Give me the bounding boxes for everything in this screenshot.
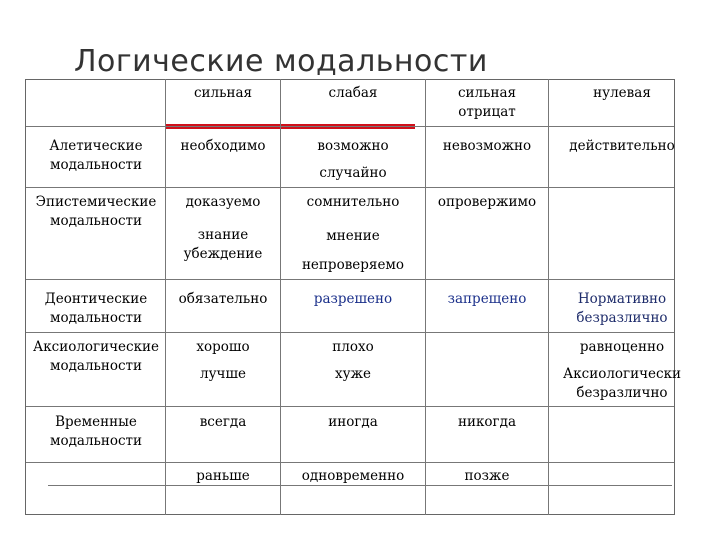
row-divider-3	[26, 332, 674, 333]
cell-epistemic-weak: сомнительно	[306, 194, 400, 210]
row-label-deontic: Деонтические модальности	[44, 291, 148, 326]
column-divider-2	[280, 79, 281, 515]
cell-axiological-weak-extra: хуже	[335, 366, 371, 382]
header-strong-negative: сильная отрицат	[457, 85, 517, 120]
cell-deontic-strong: обязательно	[178, 291, 268, 307]
cell-alethic-zero: действительно	[569, 138, 675, 154]
row-divider-1	[26, 187, 674, 188]
cell-alethic-negative: невозможно	[442, 138, 532, 154]
cell-axiological-weak: плохо	[332, 339, 374, 355]
cell-axiological-zero: равноценно	[579, 339, 665, 355]
cell-epistemic-weak-extra2: непроверяемо	[301, 257, 405, 273]
row-divider-4	[26, 406, 674, 407]
row-label-axiological: Аксиологические модальности	[32, 339, 160, 374]
cell-deontic-zero: Нормативно безразлично	[576, 291, 668, 326]
cell-axiological-strong: хорошо	[196, 339, 250, 355]
column-divider-1	[165, 79, 166, 515]
header-zero: нулевая	[593, 85, 651, 101]
row-label-temporal: Временные модальности	[49, 414, 143, 449]
cell-axiological-zero-extra: Аксиологически безразлично	[562, 366, 682, 401]
row-label-alethic: Алетические модальности	[49, 138, 143, 173]
cell-temporal-strong: всегда	[199, 414, 247, 430]
header-divider	[26, 126, 674, 127]
slide-title: Логические модальности	[74, 44, 488, 79]
cell-deontic-negative: запрещено	[447, 291, 527, 307]
cell-alethic-weak-extra: случайно	[319, 165, 387, 181]
cell-axiological-strong-extra: лучше	[200, 366, 246, 382]
header-weak: слабая	[328, 85, 378, 101]
cell-alethic-strong: необходимо	[180, 138, 266, 154]
cell-temporal-negative-extra: позже	[464, 468, 510, 484]
cell-epistemic-negative: опровержимо	[437, 194, 537, 210]
header-strong: сильная	[193, 85, 253, 101]
cell-temporal-weak-extra: одновременно	[301, 468, 405, 484]
cell-epistemic-strong-extra: знание убеждение	[183, 227, 263, 262]
column-divider-3	[425, 79, 426, 515]
cell-temporal-weak: иногда	[328, 414, 378, 430]
column-divider-4	[548, 79, 549, 515]
cell-epistemic-weak-extra: мнение	[326, 228, 380, 244]
row-divider-5	[26, 462, 674, 463]
row-divider-2	[26, 279, 674, 280]
cell-epistemic-strong: доказуемо	[185, 194, 261, 210]
cell-temporal-negative: никогда	[458, 414, 516, 430]
cell-alethic-weak: возможно	[317, 138, 389, 154]
cell-deontic-weak: разрешено	[313, 291, 393, 307]
cell-temporal-strong-extra: раньше	[196, 468, 250, 484]
row-label-epistemic: Эпистемические модальности	[35, 194, 157, 229]
